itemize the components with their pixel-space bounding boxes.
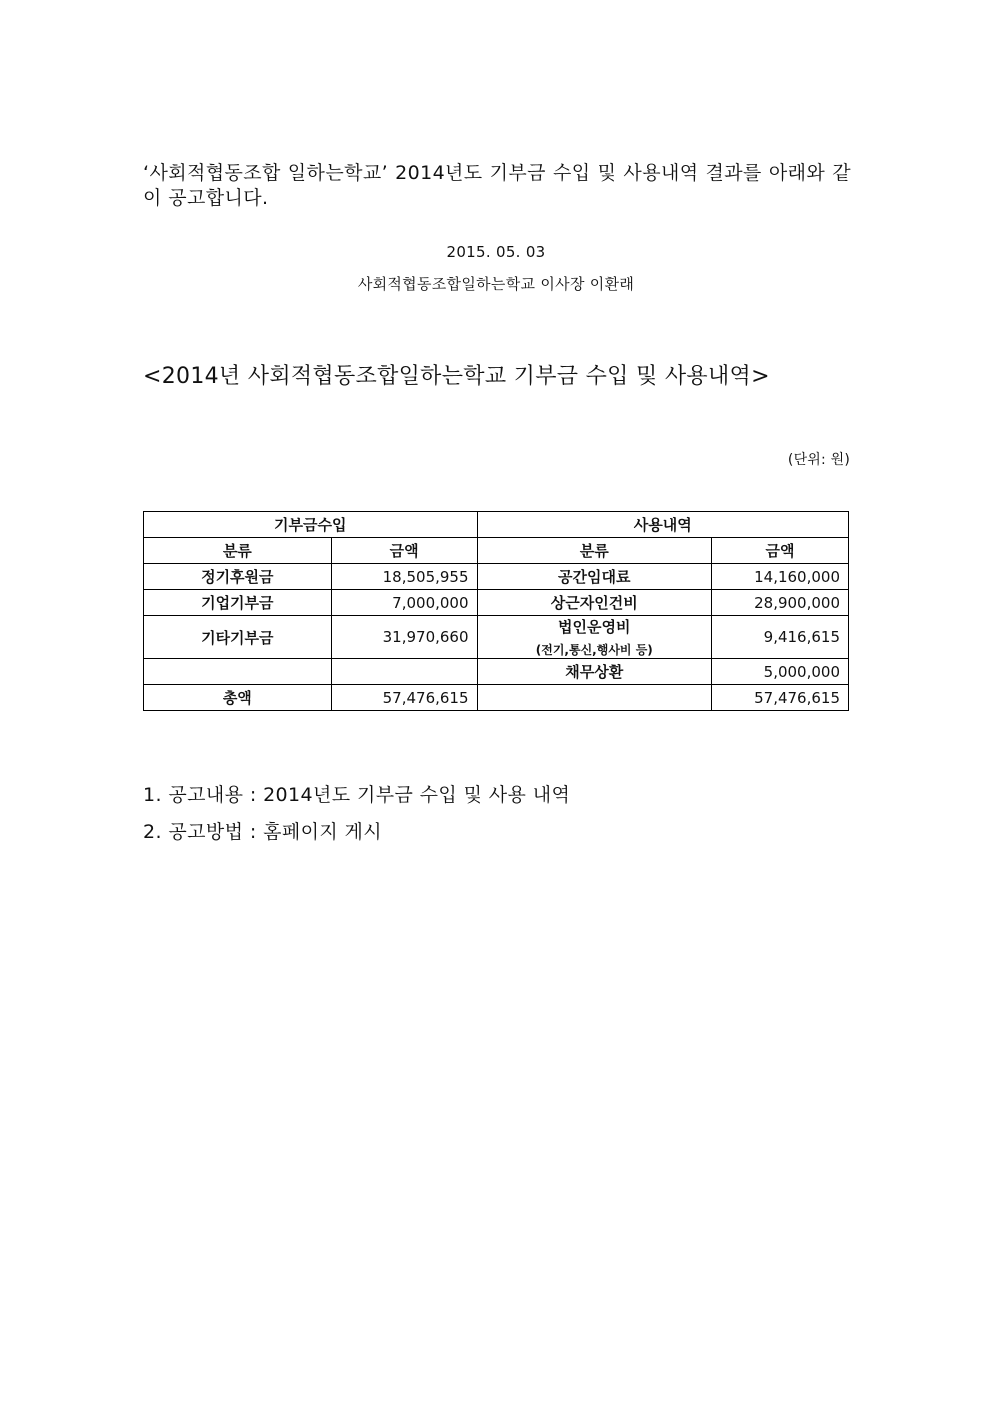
usage-category-cell: 공간임대료	[477, 564, 712, 590]
table-row	[144, 659, 849, 685]
income-total-cell: 57,476,615	[331, 685, 477, 711]
usage-amount-header: 금액	[712, 538, 849, 564]
document-title: <2014년 사회적협동조합일하는학교 기부금 수입 및 사용내역>	[143, 364, 770, 389]
income-amount-cell: 18,505,955	[331, 564, 477, 590]
table-group-header-row	[144, 512, 849, 538]
table-column-header-row	[144, 538, 849, 564]
usage-amount-cell: 28,900,000	[712, 590, 849, 616]
table-row	[144, 590, 849, 616]
signer-line: 사회적협동조합일하는학교 이사장 이환래	[357, 275, 635, 293]
notice-list	[143, 783, 570, 857]
usage-category-cell	[477, 616, 712, 659]
income-amount-header: 금액	[331, 538, 477, 564]
income-amount-cell	[331, 659, 477, 685]
donation-ledger-table	[143, 511, 849, 711]
usage-category-label: 법인운영비	[558, 618, 631, 636]
notice-item-content: 1. 공고내용 : 2014년도 기부금 수입 및 사용 내역	[143, 784, 571, 806]
income-category-cell: 기타기부금	[144, 616, 332, 659]
usage-category-header: 분류	[477, 538, 712, 564]
notice-item-method: 2. 공고방법 : 홈페이지 게시	[143, 821, 383, 843]
income-category-cell: 정기후원금	[144, 564, 332, 590]
usage-total-cell: 57,476,615	[712, 685, 849, 711]
usage-category-note: (전기,통신,행사비 등)	[535, 643, 653, 657]
income-category-cell: 기업기부금	[144, 590, 332, 616]
usage-amount-cell: 9,416,615	[712, 616, 849, 659]
table-row	[144, 564, 849, 590]
total-label-cell: 총액	[144, 685, 332, 711]
announcement-date: 2015. 05. 03	[446, 243, 546, 261]
usage-group-header: 사용내역	[477, 512, 848, 538]
usage-amount-cell: 5,000,000	[712, 659, 849, 685]
usage-amount-cell: 14,160,000	[712, 564, 849, 590]
table-row	[144, 616, 849, 659]
income-amount-cell: 7,000,000	[331, 590, 477, 616]
income-amount-cell: 31,970,660	[331, 616, 477, 659]
unit-label: (단위: 원)	[787, 452, 850, 468]
usage-total-label-cell	[477, 685, 712, 711]
usage-category-cell: 채무상환	[477, 659, 712, 685]
usage-category-cell: 상근자인건비	[477, 590, 712, 616]
intro-paragraph: ‘사회적협동조합 일하는학교’ 2014년도 기부금 수입 및 사용내역 결과를 아래와 같이 공고합니다.	[143, 162, 851, 209]
income-category-cell	[144, 659, 332, 685]
table-total-row	[144, 685, 849, 711]
income-group-header: 기부금수입	[144, 512, 478, 538]
income-category-header: 분류	[144, 538, 332, 564]
